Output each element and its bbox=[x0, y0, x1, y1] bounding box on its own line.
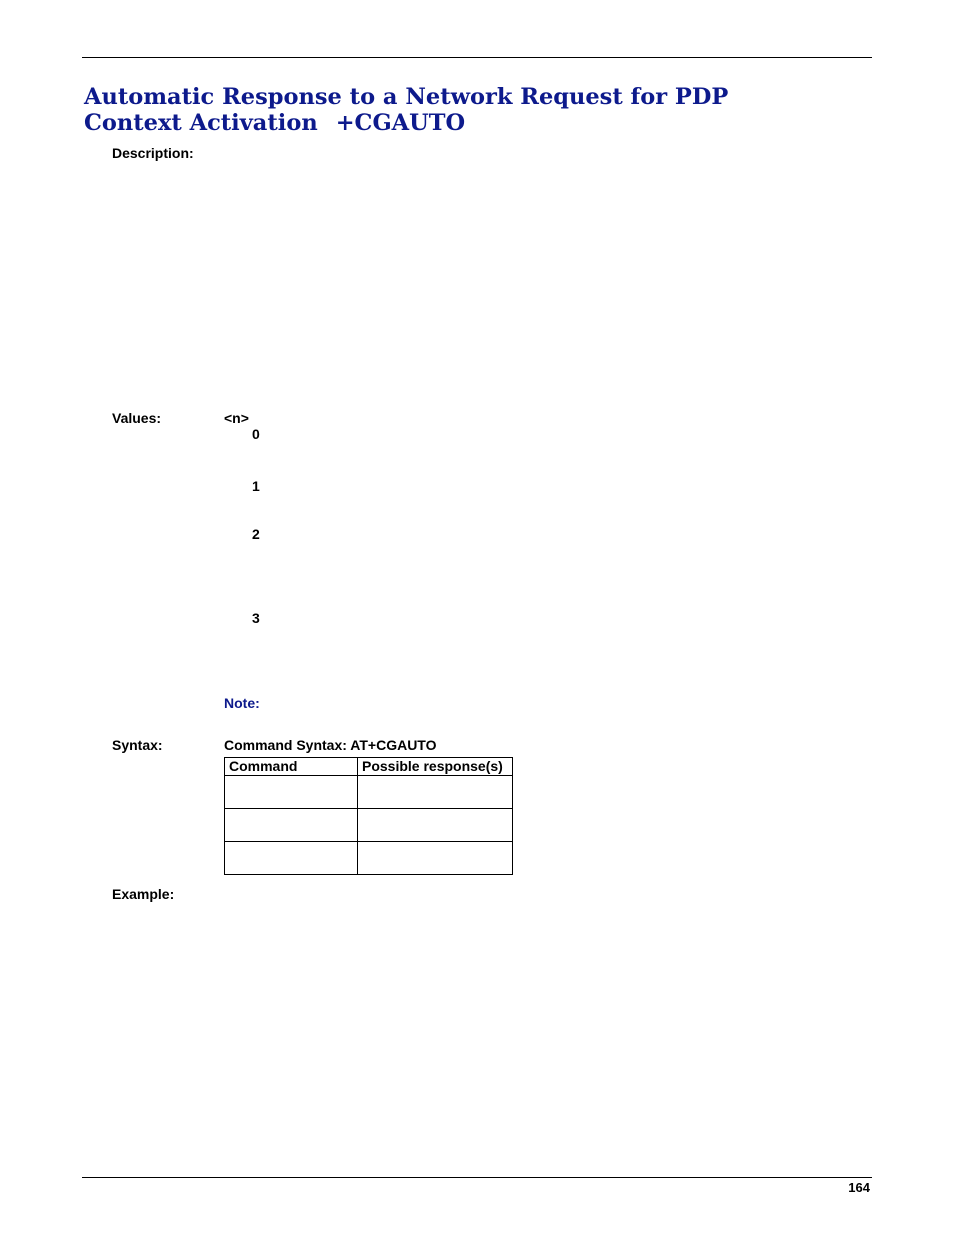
title-line-1: Automatic Response to a Network Request for PDP bbox=[84, 84, 729, 110]
header-rule bbox=[82, 57, 872, 58]
table-row bbox=[225, 809, 513, 842]
title-command: +CGAUTO bbox=[335, 110, 466, 136]
title-line-2: Context Activation bbox=[84, 110, 318, 136]
table-cell bbox=[358, 842, 513, 875]
value-option-3: 3 bbox=[252, 610, 260, 626]
value-option-1: 1 bbox=[252, 478, 260, 494]
page-title bbox=[84, 84, 884, 136]
description-label: Description: bbox=[112, 145, 194, 161]
table-row bbox=[225, 776, 513, 809]
syntax-table bbox=[224, 757, 513, 875]
syntax-label: Syntax: bbox=[112, 737, 163, 753]
values-param: <n> bbox=[224, 410, 249, 426]
table-row bbox=[225, 842, 513, 875]
table-cell bbox=[225, 776, 358, 809]
values-label: Values: bbox=[112, 410, 162, 426]
table-cell bbox=[358, 809, 513, 842]
command-syntax: Command Syntax: AT+CGAUTO bbox=[224, 737, 437, 753]
note-label: Note: bbox=[224, 695, 260, 711]
table-header-row bbox=[225, 758, 513, 776]
example-label: Example: bbox=[112, 886, 175, 902]
table-header-responses: Possible response(s) bbox=[358, 758, 513, 776]
footer-rule bbox=[82, 1177, 872, 1178]
table-cell bbox=[225, 842, 358, 875]
table-cell bbox=[225, 809, 358, 842]
table-header-command: Command bbox=[225, 758, 358, 776]
table-cell bbox=[358, 776, 513, 809]
page-number: 164 bbox=[848, 1180, 870, 1195]
value-option-2: 2 bbox=[252, 526, 260, 542]
value-option-0: 0 bbox=[252, 426, 260, 442]
